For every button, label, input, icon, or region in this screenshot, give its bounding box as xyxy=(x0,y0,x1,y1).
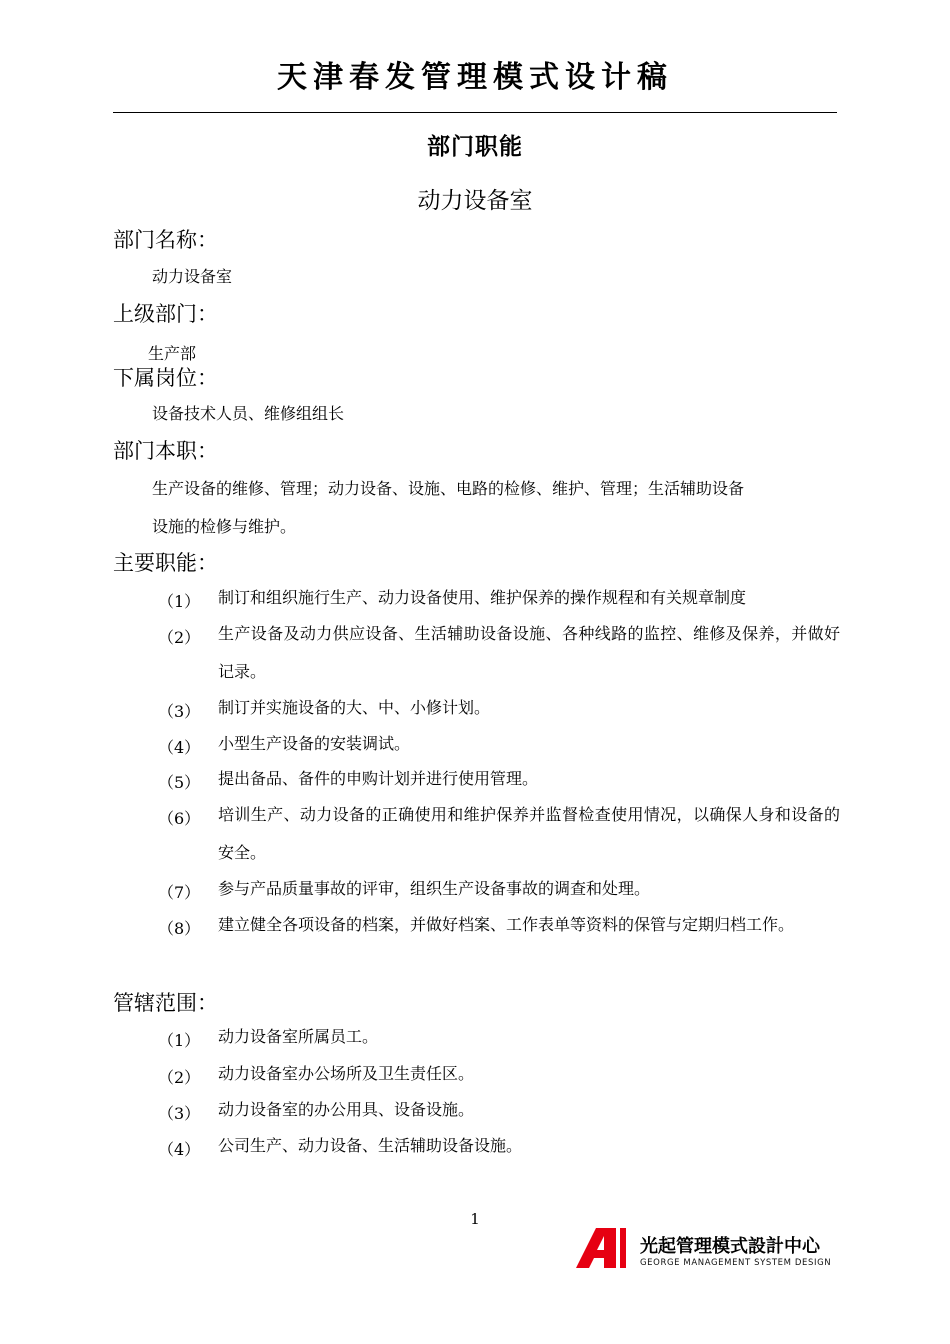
scope-item: 动力设备室办公场所及卫生责任区。 xyxy=(218,1064,475,1083)
company-logo-text-cn: 光起管理模式設計中心 xyxy=(640,1236,820,1257)
function-item: 参与产品质量事故的评审，组织生产设备事故的调查和处理。 xyxy=(218,879,651,898)
duty-text-line1: 生产设备的维修、管理；动力设备、设施、电路的检修、维护、管理；生活辅助设备 xyxy=(152,479,745,498)
duty-text-line2: 设施的检修与维护。 xyxy=(152,517,297,536)
scope-number: （3） xyxy=(158,1104,201,1123)
function-number: （4） xyxy=(158,738,201,757)
department-title: 动力设备室 xyxy=(417,188,533,214)
function-item: 培训生产、动力设备的正确使用和维护保养并监督检查使用情况，以确保人身和设备的安全。 xyxy=(218,805,840,862)
dept-name-value: 动力设备室 xyxy=(152,267,233,286)
section-heading-scope: 管辖范围： xyxy=(113,991,218,1015)
scope-item: 公司生产、动力设备、生活辅助设备设施。 xyxy=(218,1136,523,1155)
scope-item: 动力设备室所属员工。 xyxy=(218,1027,379,1046)
section-heading-subordinate: 下属岗位： xyxy=(113,366,218,390)
page-number: 1 xyxy=(470,1210,480,1228)
section-heading-duty: 部门本职： xyxy=(113,439,218,463)
function-item: 生产设备及动力供应设备、生活辅助设备设施、各种线路的监控、维修及保养，并做好记录。 xyxy=(218,624,840,681)
function-number: （3） xyxy=(158,702,201,721)
function-number: （1） xyxy=(158,592,201,611)
function-item: 小型生产设备的安装调试。 xyxy=(218,734,411,753)
function-number: （6） xyxy=(158,809,201,828)
company-logo-text-en: GEORGE MANAGEMENT SYSTEM DESIGN xyxy=(640,1258,832,1268)
scope-number: （4） xyxy=(158,1140,201,1159)
function-number: （5） xyxy=(158,773,201,792)
section-heading-dept-name: 部门名称： xyxy=(113,228,218,252)
function-item: 制订并实施设备的大、中、小修计划。 xyxy=(218,698,491,717)
scope-item: 动力设备室的办公用具、设备设施。 xyxy=(218,1100,475,1119)
header-divider xyxy=(113,112,837,113)
scope-number: （1） xyxy=(158,1031,201,1050)
document-header-title: 天津春发管理模式设计稿 xyxy=(277,60,673,95)
company-logo-mark-icon xyxy=(576,1228,634,1268)
section-heading-superior: 上级部门： xyxy=(113,302,218,326)
function-number: （7） xyxy=(158,883,201,902)
function-number: （8） xyxy=(158,919,201,938)
function-item: 建立健全各项设备的档案，并做好档案、工作表单等资料的保管与定期归档工作。 xyxy=(218,915,795,934)
section-heading-functions: 主要职能： xyxy=(113,551,218,575)
scope-number: （2） xyxy=(158,1068,201,1087)
document-title: 部门职能 xyxy=(427,134,523,160)
function-item: 提出备品、备件的申购计划并进行使用管理。 xyxy=(218,769,539,788)
function-number: （2） xyxy=(158,628,201,647)
subordinate-positions-value: 设备技术人员、维修组组长 xyxy=(152,404,345,423)
function-item: 制订和组织施行生产、动力设备使用、维护保养的操作规程和有关规章制度 xyxy=(218,588,747,607)
superior-dept-value: 生产部 xyxy=(148,344,197,363)
